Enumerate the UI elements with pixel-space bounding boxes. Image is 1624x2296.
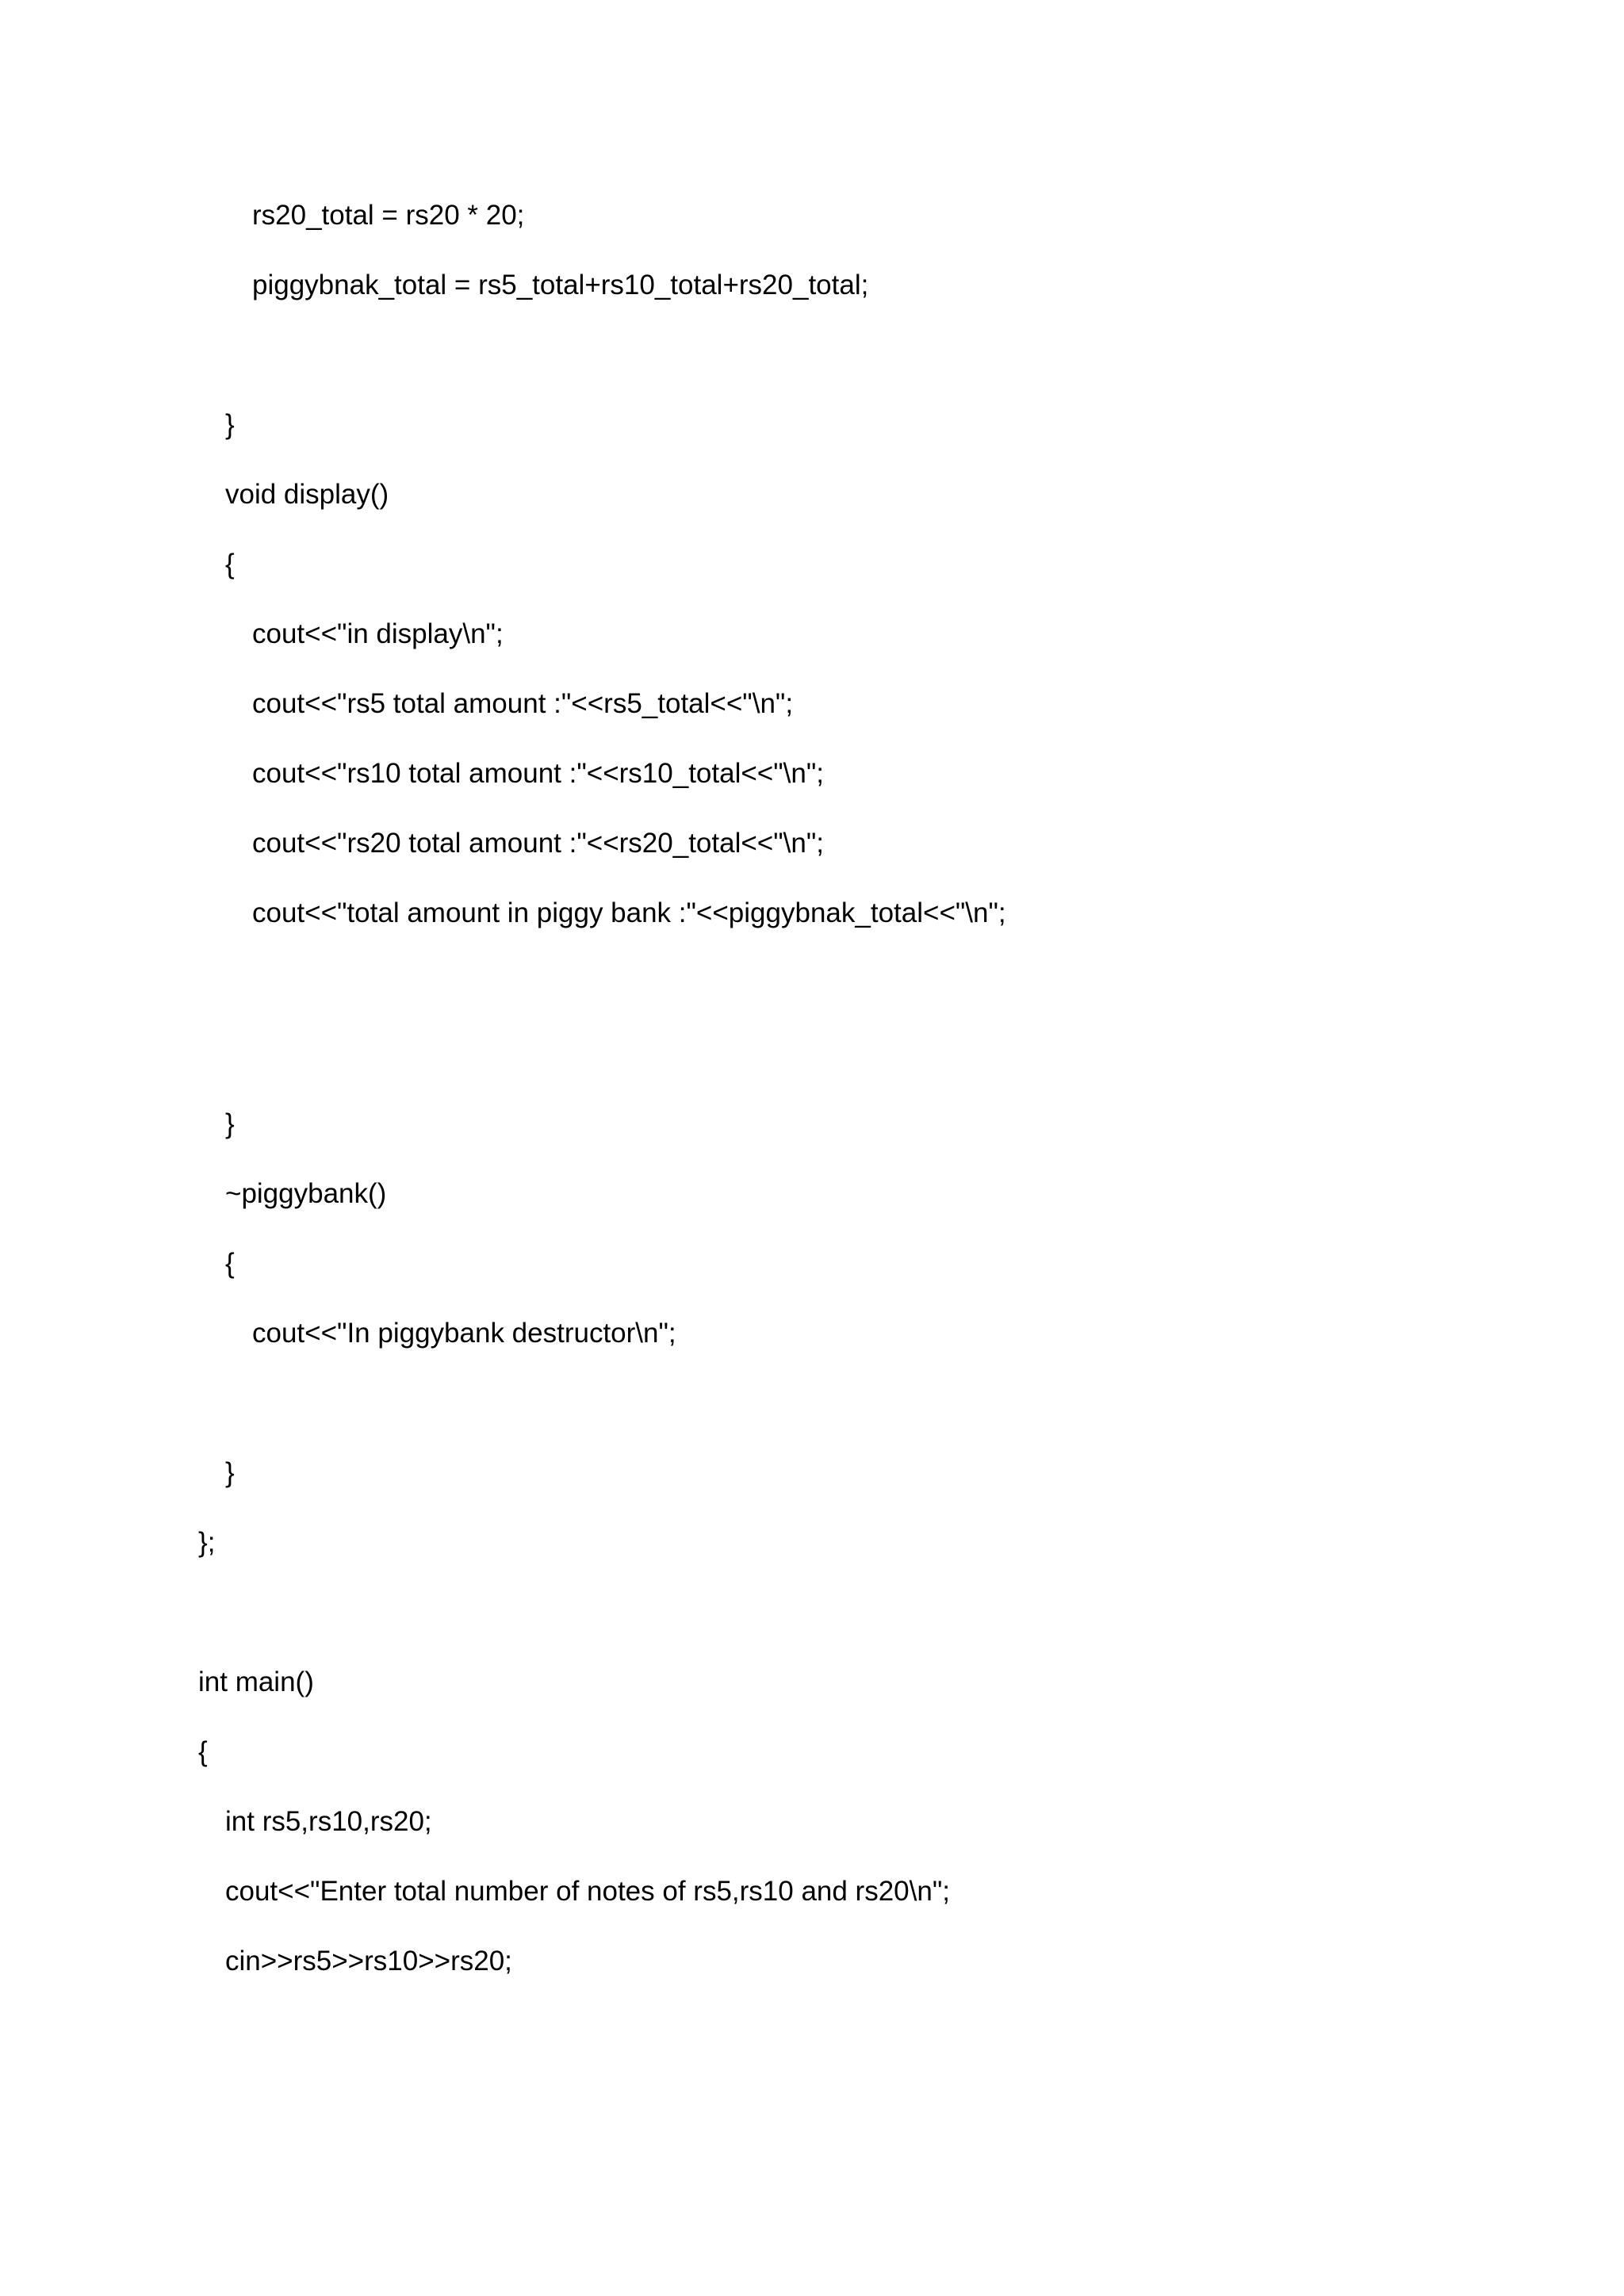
code-line-2: piggybnak_total = rs5_total+rs10_total+rs20_total; bbox=[252, 270, 869, 300]
code-line-17: int main() bbox=[198, 1667, 314, 1697]
code-line-15: } bbox=[225, 1457, 235, 1488]
code-line-1: rs20_total = rs20 * 20; bbox=[252, 200, 525, 231]
code-line-10: cout<<"total amount in piggy bank :"<<piggybnak_total<<"\n"; bbox=[252, 897, 1006, 928]
code-line-7: cout<<"rs5 total amount :"<<rs5_total<<"\n"; bbox=[252, 688, 794, 719]
code-line-18: { bbox=[198, 1736, 208, 1767]
code-line-5: { bbox=[225, 549, 235, 580]
code-line-13: { bbox=[225, 1248, 235, 1279]
code-line-20: cout<<"Enter total number of notes of rs5,rs10 and rs20\n"; bbox=[225, 1876, 950, 1907]
code-line-19: int rs5,rs10,rs20; bbox=[225, 1806, 432, 1837]
code-line-16: }; bbox=[198, 1527, 216, 1558]
code-line-12: ~piggybank() bbox=[225, 1178, 387, 1209]
code-line-9: cout<<"rs20 total amount :"<<rs20_total<<"\n"; bbox=[252, 828, 824, 859]
code-line-4: void display() bbox=[225, 479, 389, 510]
code-line-6: cout<<"in display\n"; bbox=[252, 618, 504, 649]
code-line-14: cout<<"In piggybank destructor\n"; bbox=[252, 1318, 676, 1349]
code-line-11: } bbox=[225, 1108, 235, 1139]
code-line-3: } bbox=[225, 409, 235, 440]
code-line-21: cin>>rs5>>rs10>>rs20; bbox=[225, 1946, 512, 1976]
code-line-8: cout<<"rs10 total amount :"<<rs10_total<<"\n"; bbox=[252, 758, 824, 789]
